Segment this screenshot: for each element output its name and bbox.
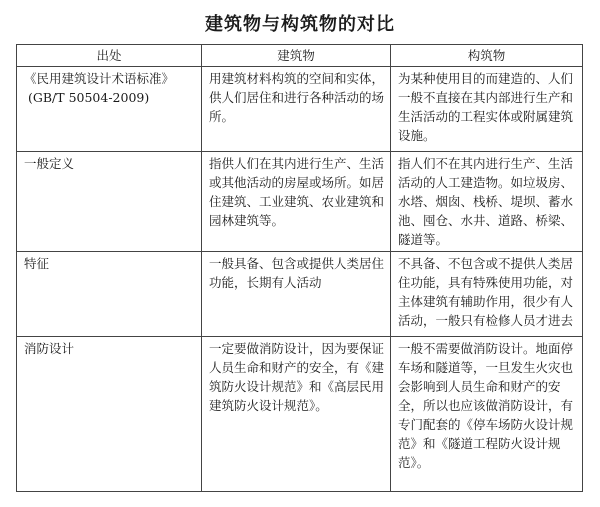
structure-cell: 不具备、不包含或不提供人类居住功能，具有特殊使用功能，对主体建筑有辅助作用，很少有人活动，一般只有检修人员才进去 xyxy=(391,252,583,337)
row-label xyxy=(17,67,202,152)
structure-cell: 为某种使用目的而建造的、人们一般不直接在其内部进行生产和生活活动的工程实体或附属建筑设施。 xyxy=(391,67,583,152)
row-label: 特征 xyxy=(17,252,202,337)
table-row xyxy=(17,152,583,252)
building-cell: 一定要做消防设计，因为要保证人员生命和财产的安全，有《建筑防火设计规范》和《高层民用建筑防火设计规范》。 xyxy=(202,337,391,492)
row-label-text: 《民用建筑设计术语标准》 xyxy=(24,71,175,86)
header-structure: 构筑物 xyxy=(391,45,583,67)
building-cell: 用建筑材料构筑的空间和实体，供人们居住和进行各种活动的场所。 xyxy=(202,67,391,152)
comparison-table xyxy=(16,44,583,492)
building-cell: 指供人们在其内进行生产、生活或其他活动的房屋或场所。如居住建筑、工业建筑、农业建筑和园林建筑等。 xyxy=(202,152,391,252)
structure-cell: 一般不需要做消防设计。地面停车场和隧道等，一旦发生火灾也会影响到人员生命和财产的安全，所以也应该做消防设计，有专门配套的《停车场防火设计规范》和《隧道工程防火设计规范》。 xyxy=(391,337,583,492)
header-source: 出处 xyxy=(17,45,202,67)
table-row xyxy=(17,252,583,337)
header-building: 建筑物 xyxy=(202,45,391,67)
page-title: 建筑物与构筑物的对比 xyxy=(205,14,395,35)
row-label: 一般定义 xyxy=(17,152,202,252)
structure-cell: 指人们不在其内进行生产、生活活动的人工建造物。如垃圾房、水塔、烟囱、栈桥、堤坝、蓄水池、囤仓、水井、道路、桥梁、隧道等。 xyxy=(391,152,583,252)
table-header-row xyxy=(17,45,583,67)
row-label-standard-code: (GB/T 50504-2009) xyxy=(28,90,150,105)
table-row xyxy=(17,337,583,492)
table-row xyxy=(17,67,583,152)
row-label: 消防设计 xyxy=(17,337,202,492)
building-cell: 一般具备、包含或提供人类居住功能，长期有人活动 xyxy=(202,252,391,337)
